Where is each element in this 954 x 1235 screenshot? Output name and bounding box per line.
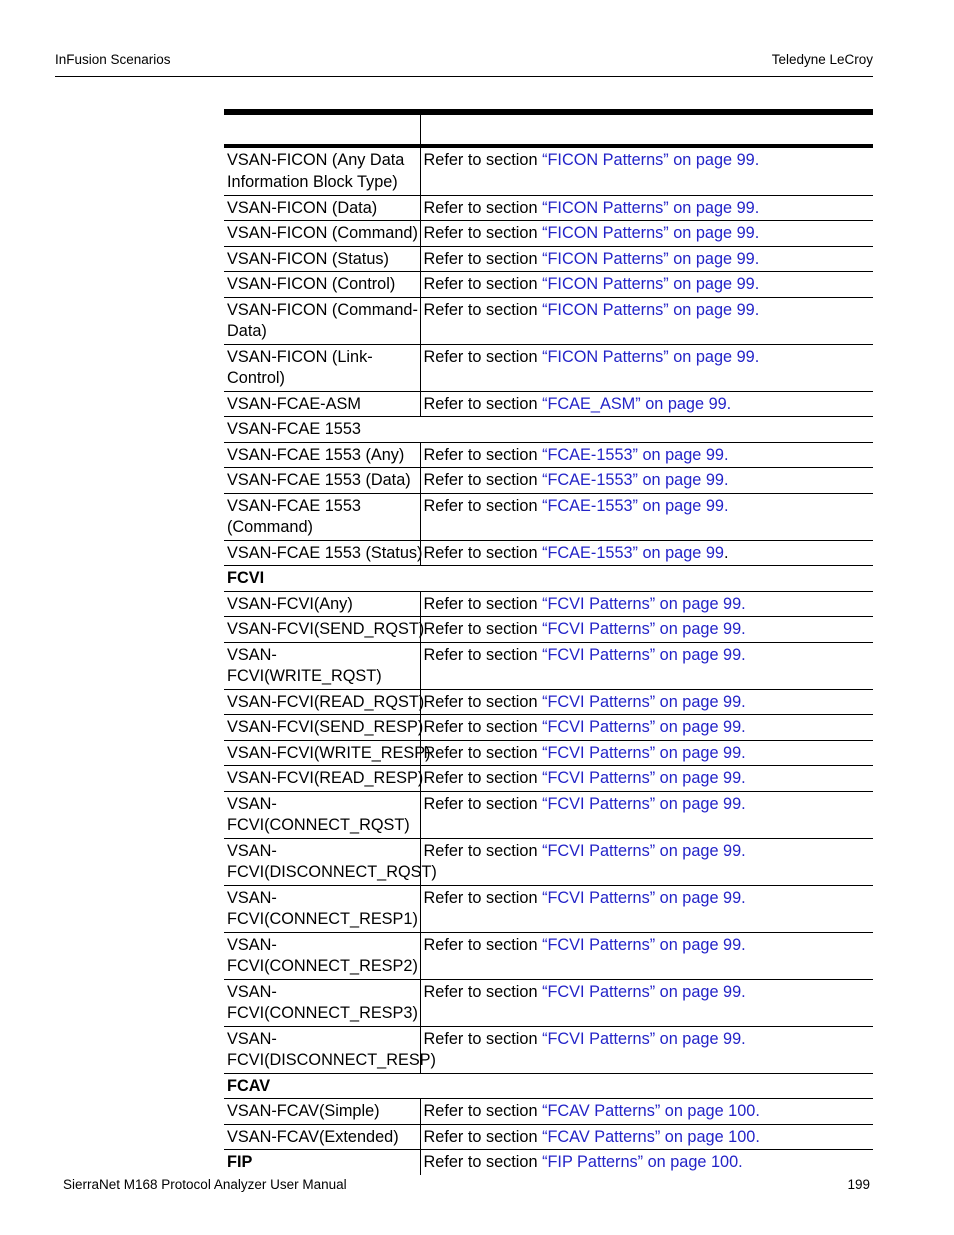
cross-reference-link[interactable]: “FCVI Patterns” on page 99. bbox=[542, 982, 746, 1001]
cross-reference-link[interactable]: “FICON Patterns” on page 99. bbox=[542, 300, 760, 319]
running-header bbox=[55, 52, 873, 77]
table-header-row bbox=[224, 115, 873, 148]
table-row bbox=[224, 932, 873, 979]
cross-reference-link[interactable]: “FIP Patterns” on page 100. bbox=[542, 1153, 743, 1171]
reference-suffix: . bbox=[723, 543, 729, 562]
reference-cell bbox=[420, 979, 873, 1026]
cross-reference-link[interactable]: “FICON Patterns” on page 99. bbox=[542, 347, 760, 366]
table-row bbox=[224, 591, 873, 617]
reference-prefix: Refer to section bbox=[423, 692, 543, 711]
reference-prefix: Refer to section bbox=[423, 1102, 543, 1120]
reference-prefix: Refer to section bbox=[423, 888, 543, 907]
reference-prefix: Refer to section bbox=[423, 769, 543, 787]
table-row bbox=[224, 1026, 873, 1073]
reference-cell bbox=[420, 766, 873, 792]
table-row bbox=[224, 417, 873, 443]
cross-reference-link[interactable]: “FCVI Patterns” on page 99. bbox=[542, 935, 746, 954]
table-row bbox=[224, 642, 873, 689]
header-section-title: InFusion Scenarios bbox=[55, 52, 171, 67]
protocol-name: VSAN-FCAE 1553 (Any) bbox=[227, 445, 405, 464]
protocol-name: VSAN- FCVI(CONNECT_RESP1) bbox=[227, 888, 418, 928]
reference-cell bbox=[420, 221, 873, 247]
table-row bbox=[224, 468, 873, 494]
table-row bbox=[224, 1150, 873, 1175]
cross-reference-link[interactable]: “FCVI Patterns” on page 99. bbox=[542, 718, 746, 736]
table-row bbox=[224, 442, 873, 468]
reference-cell bbox=[420, 442, 873, 468]
protocol-name-cell bbox=[224, 740, 431, 766]
reference-prefix: Refer to section bbox=[423, 841, 543, 860]
reference-cell bbox=[420, 195, 873, 221]
protocol-name: FIP bbox=[227, 1153, 253, 1171]
protocol-name: VSAN-FCAE 1553 bbox=[227, 420, 361, 438]
reference-cell bbox=[420, 148, 873, 195]
protocol-name: VSAN-FCAE 1553 (Status) bbox=[227, 543, 423, 562]
reference-cell bbox=[420, 246, 873, 272]
pattern-reference-table bbox=[224, 109, 873, 1175]
table-row bbox=[224, 740, 873, 766]
protocol-name: VSAN- FCVI(CONNECT_RQST) bbox=[227, 794, 410, 834]
cross-reference-link[interactable]: “FCVI Patterns” on page 99. bbox=[542, 594, 746, 613]
protocol-name-cell bbox=[224, 642, 420, 689]
reference-prefix: Refer to section bbox=[423, 645, 543, 664]
protocol-name-cell bbox=[224, 1099, 420, 1125]
table-row bbox=[224, 221, 873, 247]
reference-prefix: Refer to section bbox=[423, 794, 543, 813]
cross-reference-link[interactable]: “FICON Patterns” on page 99. bbox=[542, 198, 760, 217]
cross-reference-link[interactable]: “FCAE-1553” on page 99. bbox=[542, 471, 729, 489]
reference-cell bbox=[420, 1026, 873, 1073]
page-number: 199 bbox=[847, 1177, 870, 1192]
protocol-name: FCAV bbox=[227, 1076, 271, 1095]
reference-cell bbox=[420, 838, 873, 885]
protocol-name-cell bbox=[224, 1073, 873, 1099]
table-row bbox=[224, 1073, 873, 1099]
protocol-name-cell bbox=[224, 1026, 436, 1073]
protocol-name-cell bbox=[224, 715, 424, 741]
reference-prefix: Refer to section bbox=[423, 300, 543, 319]
protocol-name-cell bbox=[224, 766, 424, 792]
table-body bbox=[224, 148, 873, 1175]
cross-reference-link[interactable]: “FICON Patterns” on page 99. bbox=[542, 224, 760, 242]
table-row bbox=[224, 195, 873, 221]
reference-prefix: Refer to section bbox=[423, 445, 543, 464]
reference-cell bbox=[420, 391, 873, 417]
protocol-name: VSAN-FCVI(READ_RQST) bbox=[227, 692, 425, 711]
cross-reference-link[interactable]: “FICON Patterns” on page 99. bbox=[542, 249, 760, 268]
cross-reference-link[interactable]: “FCAV Patterns” on page 100. bbox=[542, 1127, 760, 1146]
cross-reference-link[interactable]: “FCVI Patterns” on page 99. bbox=[542, 794, 746, 813]
protocol-name-cell bbox=[224, 195, 420, 221]
reference-cell bbox=[420, 1150, 873, 1175]
table-row bbox=[224, 297, 873, 344]
reference-cell bbox=[420, 740, 873, 766]
protocol-name: VSAN-FICON (Any Data Information Block Type) bbox=[227, 151, 405, 191]
table-row bbox=[224, 689, 873, 715]
protocol-name-cell bbox=[224, 540, 423, 566]
protocol-name: VSAN-FICON (Status) bbox=[227, 249, 389, 268]
protocol-name: VSAN-FCAE 1553 (Command) bbox=[227, 496, 361, 536]
reference-prefix: Refer to section bbox=[423, 982, 543, 1001]
protocol-name: VSAN-FCAV(Simple) bbox=[227, 1102, 380, 1120]
reference-prefix: Refer to section bbox=[423, 594, 543, 613]
reference-cell bbox=[420, 1124, 873, 1150]
table-row bbox=[224, 715, 873, 741]
table-row bbox=[224, 617, 873, 643]
reference-cell bbox=[420, 272, 873, 298]
cross-reference-link[interactable]: “FCVI Patterns” on page 99. bbox=[542, 841, 746, 860]
reference-prefix: Refer to section bbox=[423, 1029, 543, 1048]
protocol-name: VSAN-FCAE 1553 (Data) bbox=[227, 471, 411, 489]
protocol-name-cell bbox=[224, 344, 420, 391]
reference-cell bbox=[420, 715, 873, 741]
protocol-name: VSAN-FICON (Link- Control) bbox=[227, 347, 373, 387]
reference-prefix: Refer to section bbox=[423, 275, 543, 293]
reference-cell bbox=[420, 344, 873, 391]
footer-manual-title: SierraNet M168 Protocol Analyzer User Manual bbox=[63, 1177, 347, 1192]
protocol-name-cell bbox=[224, 148, 420, 195]
cross-reference-link[interactable]: “FICON Patterns” on page 99. bbox=[542, 275, 760, 293]
reference-cell bbox=[420, 642, 873, 689]
reference-cell bbox=[420, 297, 873, 344]
protocol-name: VSAN- FCVI(DISCONNECT_RQST) bbox=[227, 841, 437, 881]
protocol-name-cell bbox=[224, 932, 420, 979]
protocol-name-cell bbox=[224, 689, 425, 715]
reference-cell bbox=[420, 689, 873, 715]
reference-prefix: Refer to section bbox=[423, 198, 543, 217]
cross-reference-link[interactable]: “FCVI Patterns” on page 99. bbox=[542, 620, 746, 638]
cross-reference-link[interactable]: “FCVI Patterns” on page 99. bbox=[542, 692, 746, 711]
protocol-name-cell bbox=[224, 885, 420, 932]
protocol-name-cell bbox=[224, 417, 873, 443]
table-row bbox=[224, 272, 873, 298]
protocol-name: VSAN-FCAV(Extended) bbox=[227, 1127, 399, 1146]
reference-cell bbox=[420, 468, 873, 494]
protocol-name: VSAN-FICON (Command) bbox=[227, 224, 418, 242]
protocol-name: FCVI bbox=[227, 569, 265, 587]
cross-reference-link[interactable]: “FCVI Patterns” on page 99. bbox=[542, 1029, 746, 1048]
protocol-name-cell bbox=[224, 617, 425, 643]
table-row bbox=[224, 344, 873, 391]
reference-prefix: Refer to section bbox=[423, 471, 543, 489]
reference-cell bbox=[420, 932, 873, 979]
protocol-name-cell bbox=[224, 246, 420, 272]
protocol-name: VSAN-FICON (Control) bbox=[227, 275, 396, 293]
reference-prefix: Refer to section bbox=[423, 1127, 543, 1146]
protocol-name-cell bbox=[224, 1124, 420, 1150]
protocol-name: VSAN-FCVI(SEND_RESP) bbox=[227, 718, 424, 736]
table-row bbox=[224, 885, 873, 932]
protocol-name: VSAN-FICON (Command- Data) bbox=[227, 300, 418, 340]
protocol-name: VSAN- FCVI(CONNECT_RESP2) bbox=[227, 935, 418, 975]
protocol-name: VSAN-FCVI(WRITE_RESP) bbox=[227, 743, 431, 762]
protocol-name: VSAN-FCVI(READ_RESP) bbox=[227, 769, 424, 787]
protocol-name: VSAN-FCVI(SEND_RQST) bbox=[227, 620, 425, 638]
cross-reference-link[interactable]: “FCAE-1553” on page 99. bbox=[542, 496, 729, 515]
reference-cell bbox=[420, 493, 873, 540]
reference-cell bbox=[420, 540, 873, 566]
protocol-name-cell bbox=[224, 791, 420, 838]
protocol-name-cell bbox=[224, 1150, 420, 1175]
protocol-name-cell bbox=[224, 297, 420, 344]
reference-prefix: Refer to section bbox=[423, 543, 543, 562]
table-row bbox=[224, 838, 873, 885]
reference-cell bbox=[420, 885, 873, 932]
table-row bbox=[224, 1099, 873, 1125]
protocol-name-cell bbox=[224, 468, 420, 494]
protocol-name: VSAN-FICON (Data) bbox=[227, 198, 378, 217]
protocol-name-cell bbox=[224, 272, 420, 298]
table-row bbox=[224, 391, 873, 417]
table-row bbox=[224, 493, 873, 540]
reference-prefix: Refer to section bbox=[423, 151, 543, 169]
reference-prefix: Refer to section bbox=[423, 249, 543, 268]
cross-reference-link[interactable]: “FCVI Patterns” on page 99. bbox=[542, 645, 746, 664]
table-row bbox=[224, 148, 873, 195]
reference-prefix: Refer to section bbox=[423, 394, 543, 413]
cross-reference-link[interactable]: “FCAV Patterns” on page 100. bbox=[542, 1102, 760, 1120]
protocol-name: VSAN- FCVI(DISCONNECT_RESP) bbox=[227, 1029, 436, 1069]
cross-reference-link[interactable]: “FCAE-1553” on page 99. bbox=[542, 445, 729, 464]
protocol-name-cell bbox=[224, 221, 420, 247]
table-row bbox=[224, 566, 873, 592]
reference-prefix: Refer to section bbox=[423, 224, 543, 242]
reference-cell bbox=[420, 617, 873, 643]
table-row bbox=[224, 766, 873, 792]
protocol-name: VSAN-FCAE-ASM bbox=[227, 394, 361, 413]
protocol-name-cell bbox=[224, 591, 420, 617]
reference-prefix: Refer to section bbox=[423, 718, 543, 736]
reference-prefix: Refer to section bbox=[423, 935, 543, 954]
protocol-name-cell bbox=[224, 391, 420, 417]
cross-reference-link[interactable]: “FCAE_ASM” on page 99. bbox=[542, 394, 732, 413]
header-company: Teledyne LeCroy bbox=[771, 52, 873, 67]
reference-cell bbox=[420, 591, 873, 617]
cross-reference-link[interactable]: “FCVI Patterns” on page 99. bbox=[542, 769, 746, 787]
reference-prefix: Refer to section bbox=[423, 620, 543, 638]
protocol-name-cell bbox=[224, 566, 873, 592]
reference-prefix: Refer to section bbox=[423, 1153, 543, 1171]
table-row bbox=[224, 791, 873, 838]
table-row bbox=[224, 1124, 873, 1150]
cross-reference-link[interactable]: “FCVI Patterns” on page 99. bbox=[542, 743, 746, 762]
table-row bbox=[224, 979, 873, 1026]
protocol-name-cell bbox=[224, 493, 420, 540]
protocol-name: VSAN- FCVI(WRITE_RQST) bbox=[227, 645, 382, 685]
reference-prefix: Refer to section bbox=[423, 496, 543, 515]
reference-cell bbox=[420, 1099, 873, 1125]
protocol-name-cell bbox=[224, 838, 437, 885]
reference-prefix: Refer to section bbox=[423, 347, 543, 366]
protocol-name-cell bbox=[224, 442, 420, 468]
header-column-divider bbox=[420, 115, 421, 144]
cross-reference-link[interactable]: “FICON Patterns” on page 99. bbox=[542, 151, 760, 169]
protocol-name: VSAN-FCVI(Any) bbox=[227, 594, 353, 613]
protocol-name: VSAN- FCVI(CONNECT_RESP3) bbox=[227, 982, 418, 1022]
reference-cell bbox=[420, 791, 873, 838]
cross-reference-link[interactable]: “FCVI Patterns” on page 99. bbox=[542, 888, 746, 907]
reference-prefix: Refer to section bbox=[423, 743, 543, 762]
cross-reference-link[interactable]: “FCAE-1553” on page 99 bbox=[542, 543, 724, 562]
table-row bbox=[224, 540, 873, 566]
table-row bbox=[224, 246, 873, 272]
protocol-name-cell bbox=[224, 979, 420, 1026]
